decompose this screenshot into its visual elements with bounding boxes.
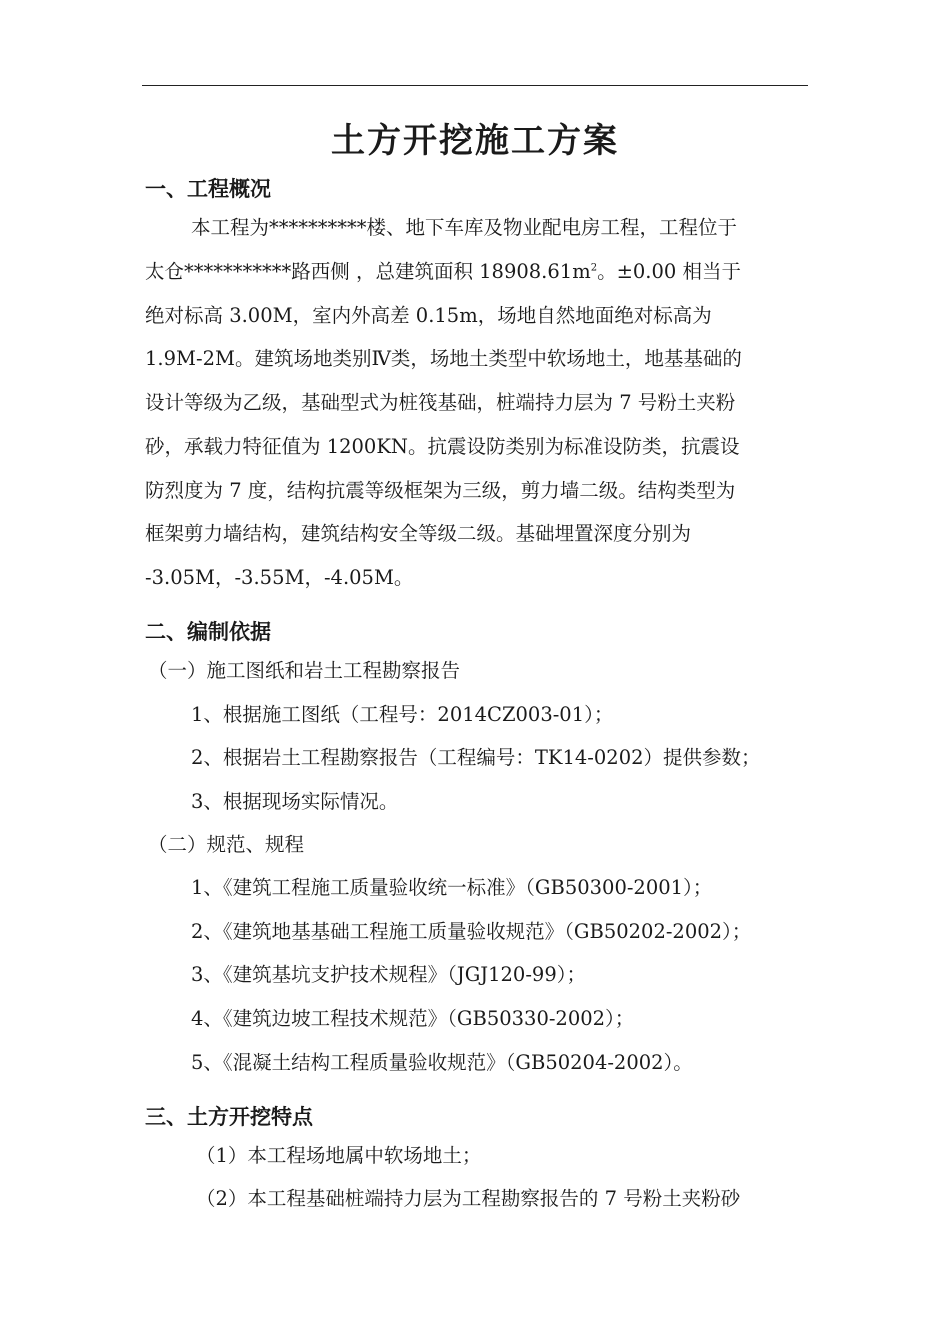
paragraph-line: 本工程为**********楼、地下车库及物业配电房工程，工程位于	[191, 216, 738, 239]
list-item: 2、《建筑地基基础工程施工质量验收规范》（GB50202-2002）；	[191, 920, 752, 943]
paragraph-line: 框架剪力墙结构，建筑结构安全等级二级。基础埋置深度分别为	[145, 522, 692, 545]
list-item: 5、《混凝土结构工程质量验收规范》（GB50204-2002）。	[191, 1051, 693, 1074]
list-item: 1、《建筑工程施工质量验收统一标准》（GB50300-2001）；	[191, 876, 713, 899]
section-3-heading: 三、土方开挖特点	[145, 1105, 313, 1129]
paragraph-text: 太仓***********路西侧 ，总建筑面积 18908.61m	[145, 260, 591, 283]
section-1-heading: 一、工程概况	[145, 177, 271, 201]
document-title: 土方开挖施工方案	[331, 121, 619, 161]
paragraph-text: 。±0.00 相当于	[597, 260, 742, 283]
list-item: （2）本工程基础桩端持力层为工程勘察报告的 7 号粉土夹粉砂	[196, 1187, 741, 1210]
header-rule	[142, 85, 808, 86]
paragraph-line	[145, 257, 741, 287]
list-item: 1、根据施工图纸（工程号：2014CZ003-01）；	[191, 703, 614, 726]
list-item: 3、根据现场实际情况。	[191, 790, 399, 813]
list-item: 4、《建筑边坡工程技术规范》（GB50330-2002）；	[191, 1007, 635, 1030]
section-2-heading: 二、编制依据	[145, 620, 271, 644]
list-item: （1）本工程场地属中软场地土；	[196, 1144, 482, 1167]
superscript: 2	[590, 262, 598, 274]
paragraph-line: 砂，承载力特征值为 1200KN。抗震设防类别为标准设防类，抗震设	[145, 435, 740, 458]
subsection-heading: （一）施工图纸和岩土工程勘察报告	[148, 659, 461, 682]
paragraph-line: 设计等级为乙级，基础型式为桩筏基础，桩端持力层为 7 号粉土夹粉	[145, 391, 736, 414]
paragraph-line: -3.05M，-3.55M，-4.05M。	[145, 566, 414, 589]
list-item: 3、《建筑基坑支护技术规程》（JGJ120-99）；	[191, 963, 586, 986]
paragraph-line: 防烈度为 7 度，结构抗震等级框架为三级，剪力墙二级。结构类型为	[145, 479, 736, 502]
paragraph-line: 1.9M-2M。建筑场地类别Ⅳ类，场地土类型中软场地土，地基基础的	[145, 347, 742, 370]
subsection-heading: （二）规范、规程	[148, 833, 305, 856]
paragraph-line: 绝对标高 3.00M，室内外高差 0.15m，场地自然地面绝对标高为	[145, 304, 712, 327]
list-item: 2、根据岩土工程勘察报告（工程编号：TK14-0202）提供参数；	[191, 746, 761, 769]
